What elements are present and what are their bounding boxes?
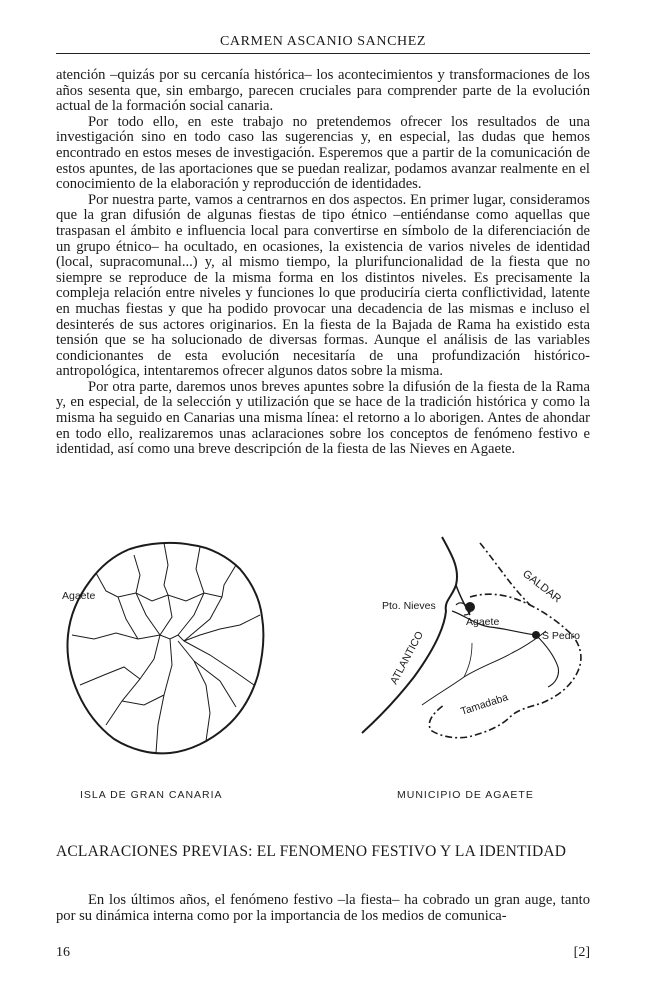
paragraph-4: Por otra parte, daremos unos breves apuntes sobre la difusión de la fiesta de la Rama y, en especial, de la selección y utilización que se hace de la tradición histórica y como la misma ha seguido en Canarias una misma línea: el retorno a lo aborigen. Antes de ahondar en todo ello, realizaremos unas aclaraciones sobre los conceptos de fenómeno festivo e identidad, así como una breve descripción de la fiesta de las Nieves en Agaete.	[56, 378, 590, 458]
ravine	[422, 631, 546, 705]
paragraph-1: atención –quizás por su cercanía histórica– los acontecimientos y transformaciones de los años sesenta que, sin embargo, parecen cruciales para comprender parte de la evolución actual de la formación social canaria.	[56, 67, 590, 115]
section-paragraph: En los últimos años, el fenómeno festivo –la fiesta– ha cobrado un gran auge, tanto por su dinámica interna como por la importancia de los medios de comunica-	[56, 892, 590, 924]
paragraph-3: Por nuestra parte, vamos a centrarnos en dos aspectos. En primer lugar, consideramos que la gran difusión de algunas fiestas de tipo étnico –entiéndanse como aquellas que traspasan el ámbito e influencia local para convertirse en símbolo de la diferenciación de un grupo étnico– ha ocultado, en ocasiones, la existencia de varios niveles de identidad (local, supracomunal...) y, al mismo tiempo, la plurifuncionalidad de la fiesta que no siempre se reproduce de la misma forma en los distintos niveles. Es precisamente la compleja relación entre niveles y funciones lo que produciría cierta conflictividad, latente en muchas fiestas y que ha podido provocar una decadencia de las mismas e incluso el desinterés de sus actores originarios. En la fiesta de la Bajada de Rama ha existido esta tensión que se ha solucionado de diversas formas. Aunque el análisis de las variables condicionantes de esta evolución necesitaría de una profundización histórico-antropológica, intentaremos ofrecer algunos datos sobre la misma.	[56, 191, 590, 380]
header-rule	[56, 53, 590, 54]
ravine-branch	[464, 643, 472, 677]
agaete-town-marker	[465, 602, 475, 612]
body-text	[56, 68, 590, 458]
page-reference: [2]	[573, 945, 590, 960]
road-south	[536, 635, 559, 687]
coastline	[362, 537, 457, 733]
right-map-caption: MUNICIPIO DE AGAETE	[397, 789, 534, 801]
section-text	[56, 893, 590, 924]
agaete-label: Agaete	[466, 616, 500, 628]
galdar-label: GALDAR	[520, 567, 564, 606]
agaete-label: Agaete	[62, 590, 96, 602]
left-map-caption: ISLA DE GRAN CANARIA	[80, 789, 223, 801]
atlantico-label: ATLANTICO	[388, 629, 426, 687]
section-title: ACLARACIONES PREVIAS: EL FENOMENO FESTIVO Y LA IDENTIDAD	[56, 843, 567, 860]
s-pedro-label: S Pedro	[542, 630, 580, 642]
tamadaba-label: Tamadaba	[459, 691, 510, 718]
san-pedro-marker	[532, 631, 540, 639]
running-head: CARMEN ASCANIO SANCHEZ	[219, 34, 427, 49]
agaete-municipality-map	[360, 535, 592, 753]
pto-nieves-label: Pto. Nieves	[382, 600, 436, 612]
paragraph-2: Por todo ello, en este trabajo no pretendemos ofrecer los resultados de una investigación sino en todo caso las sugerencias y, en especial, las dudas que hemos encontrado en estos meses de investigación. Esperemos que a partir de la comunicación de estos apuntes, de las aportaciones que se puedan realizar, podamos avanzar realmente en el conocimiento de la elaboración y reproducción de identidades.	[56, 113, 590, 193]
gran-canaria-map	[60, 535, 270, 765]
page-number: 16	[56, 945, 70, 960]
